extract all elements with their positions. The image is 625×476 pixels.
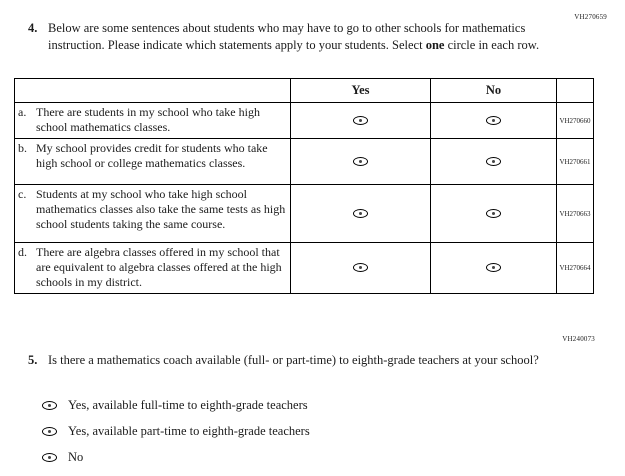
question5-text: Is there a mathematics coach available (full- or part-time) to eighth-grade teachers at your school? [48, 353, 539, 367]
question4-text-bold: one [425, 37, 445, 52]
row-letter-c: c. [18, 187, 27, 201]
question4-text-part2: circle in each row. [444, 37, 540, 52]
yes-oval-d[interactable] [353, 263, 368, 272]
row-code-c: VH270663 [557, 185, 594, 243]
yes-cell-d [291, 243, 431, 294]
oval-mark-icon [359, 266, 362, 269]
row-code-a: VH270660 [557, 103, 594, 139]
row-letter-d: d. [18, 245, 27, 259]
no-oval-d[interactable] [486, 263, 501, 272]
oval-mark-icon [492, 119, 495, 122]
option-yes-fulltime[interactable] [42, 398, 310, 413]
question4-number: 4. [28, 21, 38, 35]
table-row-d [15, 243, 594, 294]
oval-mark-icon [492, 160, 495, 163]
table-row-b [15, 139, 594, 185]
statement-text-d: There are algebra classes offered in my school that are equivalent to algebra classes offered at the high schools in my district. [36, 245, 282, 289]
statement-cell-d [15, 243, 291, 294]
question4-text [48, 20, 566, 53]
option-oval[interactable] [42, 401, 57, 410]
statement-header-cell [15, 79, 291, 103]
row-letter-a: a. [18, 105, 27, 119]
statement-cell-a [15, 103, 291, 139]
statement-cell-c [15, 185, 291, 243]
statement-text-b: My school provides credit for students who take high school or college mathematics classes. [36, 141, 268, 170]
question-5 [28, 352, 573, 369]
question4-code: VH270659 [574, 13, 607, 21]
no-cell-c [431, 185, 557, 243]
yes-cell-b [291, 139, 431, 185]
option-label: Yes, available part-time to eighth-grade teachers [68, 424, 310, 438]
no-cell-b [431, 139, 557, 185]
option-oval[interactable] [42, 427, 57, 436]
yes-oval-a[interactable] [353, 116, 368, 125]
no-oval-b[interactable] [486, 157, 501, 166]
question-4 [28, 20, 573, 53]
question5-number: 5. [28, 353, 38, 367]
no-oval-c[interactable] [486, 209, 501, 218]
option-oval[interactable] [42, 453, 57, 462]
question4-text-part1: Below are some sentences about students who may have to go to other schools for mathematics instruction. Please indicate which statements apply to your students. Select [48, 21, 526, 52]
yes-column-header: Yes [291, 79, 431, 103]
table-row-c [15, 185, 594, 243]
statement-text-a: There are students in my school who take high school mathematics classes. [36, 105, 260, 134]
statement-text-c: Students at my school who take high school mathematics classes also take the same tests as high school students taking the same course. [36, 187, 286, 231]
oval-mark-icon [48, 456, 51, 459]
statement-cell-b [15, 139, 291, 185]
oval-mark-icon [359, 212, 362, 215]
row-code-b: VH270661 [557, 139, 594, 185]
yes-oval-c[interactable] [353, 209, 368, 218]
table-header-row [15, 79, 594, 103]
option-no[interactable] [42, 450, 310, 465]
question4-table [14, 78, 594, 294]
oval-mark-icon [359, 160, 362, 163]
question5-options [42, 398, 310, 465]
table-row-a [15, 103, 594, 139]
oval-mark-icon [48, 430, 51, 433]
no-cell-d [431, 243, 557, 294]
option-yes-parttime[interactable] [42, 424, 310, 439]
code-column-header [557, 79, 594, 103]
yes-oval-b[interactable] [353, 157, 368, 166]
question5-code: VH240073 [562, 335, 595, 343]
option-label: Yes, available full-time to eighth-grade teachers [68, 398, 308, 412]
row-code-d: VH270664 [557, 243, 594, 294]
oval-mark-icon [492, 212, 495, 215]
oval-mark-icon [359, 119, 362, 122]
yes-cell-c [291, 185, 431, 243]
no-cell-a [431, 103, 557, 139]
yes-cell-a [291, 103, 431, 139]
no-column-header: No [431, 79, 557, 103]
oval-mark-icon [492, 266, 495, 269]
no-oval-a[interactable] [486, 116, 501, 125]
row-letter-b: b. [18, 141, 27, 155]
option-label: No [68, 450, 84, 464]
oval-mark-icon [48, 404, 51, 407]
